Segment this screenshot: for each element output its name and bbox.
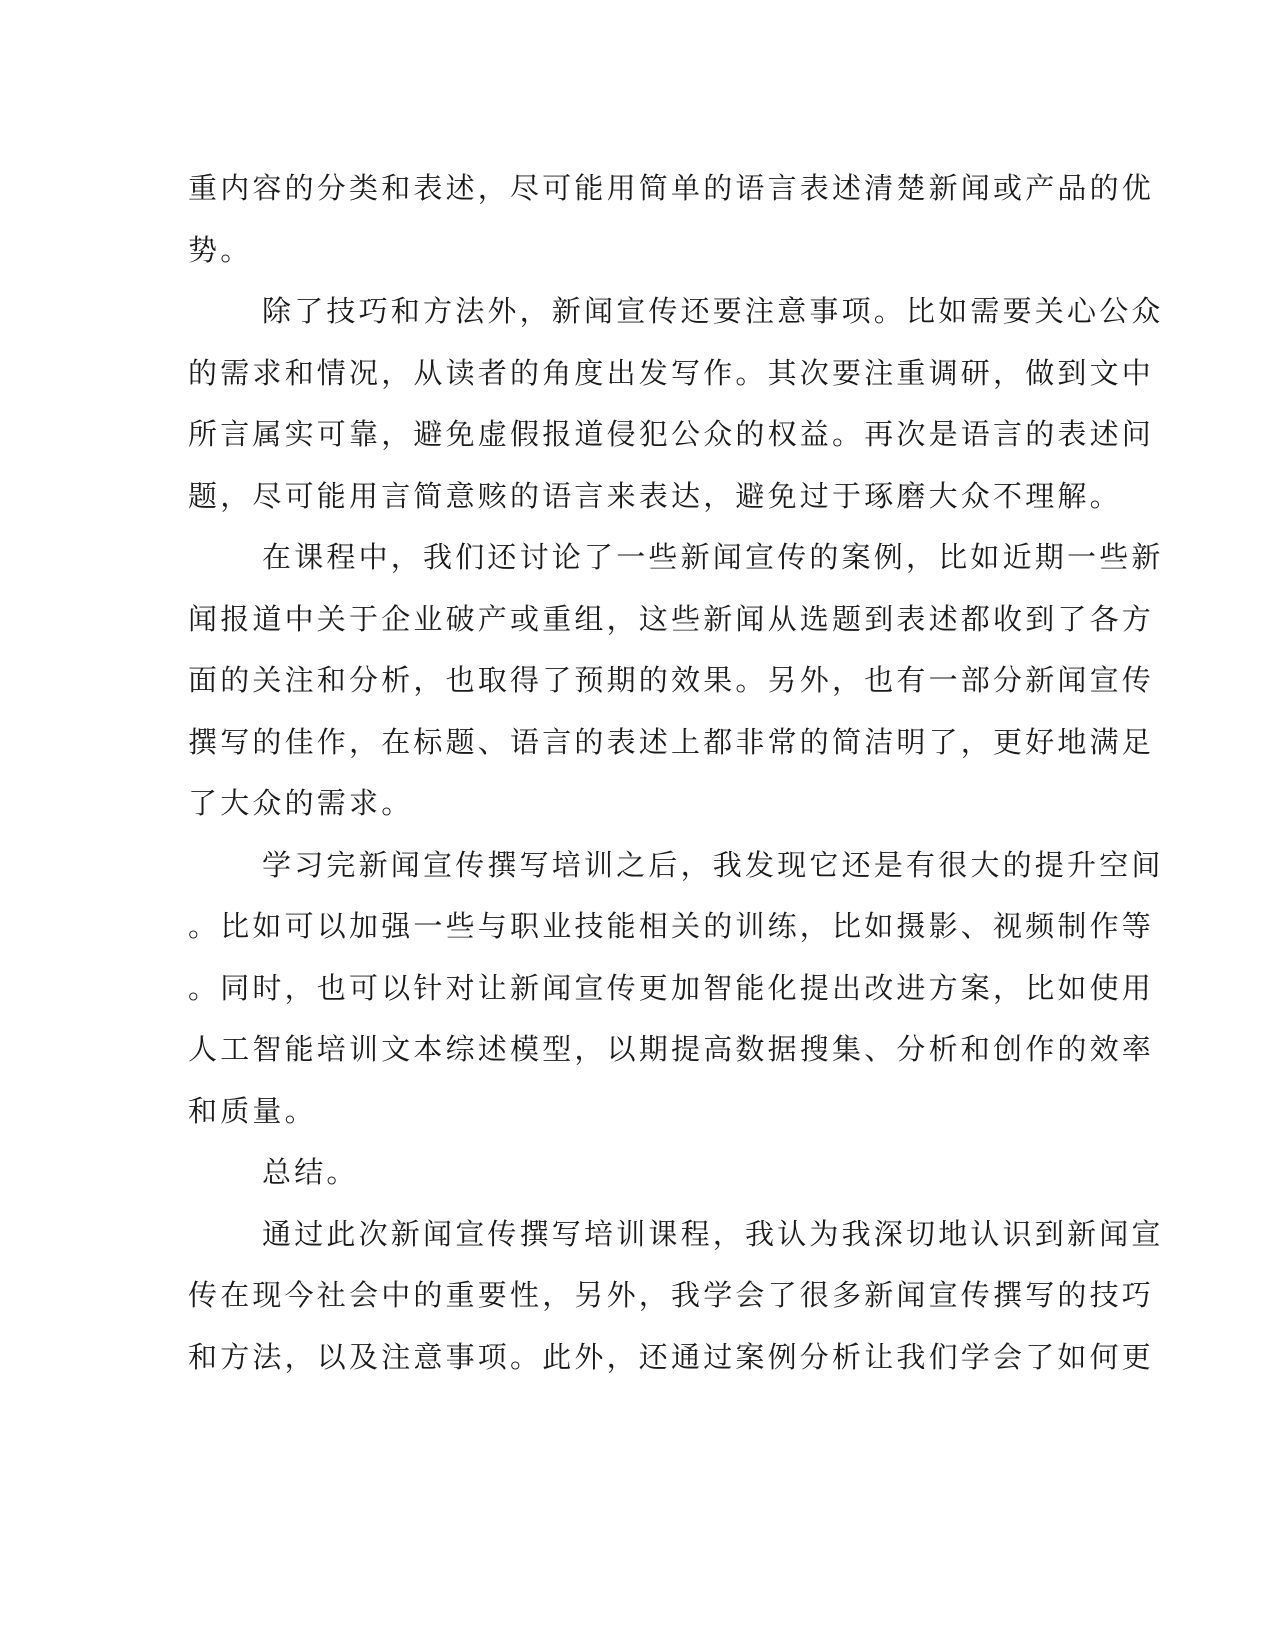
text-line: 总结。 xyxy=(262,1155,359,1189)
text-line: 人工智能培训文本综述模型，以期提高数据搜集、分析和创作的效率 xyxy=(188,1032,1155,1066)
text-line: 所言属实可靠，避免虚假报道侵犯公众的权益。再次是语言的表述问 xyxy=(188,417,1155,451)
text-line: 闻报道中关于企业破产或重组，这些新闻从选题到表述都收到了各方 xyxy=(188,601,1155,636)
text-line: 传在现今社会中的重要性，另外，我学会了很多新闻宣传撰写的技巧 xyxy=(188,1278,1155,1312)
text-line: 面的关注和分析，也取得了预期的效果。另外，也有一部分新闻宣传 xyxy=(188,663,1155,697)
text-line: 和方法，以及注意事项。此外，还通过案例分析让我们学会了如何更 xyxy=(188,1339,1155,1374)
text-line: 重内容的分类和表述，尽可能用简单的语言表述清楚新闻或产品的优 xyxy=(188,171,1155,205)
text-line: 题，尽可能用言简意赅的语言来表达，避免过于琢磨大众不理解。 xyxy=(188,478,1122,513)
text-line: 。比如可以加强一些与职业技能相关的训练，比如摄影、视频制作等 xyxy=(188,909,1155,943)
document-body xyxy=(188,158,1164,1388)
text-line: 和质量。 xyxy=(188,1093,317,1128)
text-line: 在课程中，我们还讨论了一些新闻宣传的案例，比如近期一些新 xyxy=(262,540,1164,574)
text-line: 的需求和情况，从读者的角度出发写作。其次要注重调研，做到文中 xyxy=(188,355,1155,390)
text-line: 撰写的佳作，在标题、语言的表述上都非常的简洁明了，更好地满足 xyxy=(188,724,1155,759)
text-line: 势。 xyxy=(188,232,253,267)
text-line: 除了技巧和方法外，新闻宣传还要注意事项。比如需要关心公众 xyxy=(262,294,1164,328)
text-line: 学习完新闻宣传撰写培训之后，我发现它还是有很大的提升空间 xyxy=(262,847,1164,882)
text-line: 。同时，也可以针对让新闻宣传更加智能化提出改进方案，比如使用 xyxy=(188,970,1155,1005)
text-line: 了大众的需求。 xyxy=(188,786,414,820)
text-line: 通过此次新闻宣传撰写培训课程，我认为我深切地认识到新闻宣 xyxy=(262,1216,1164,1251)
